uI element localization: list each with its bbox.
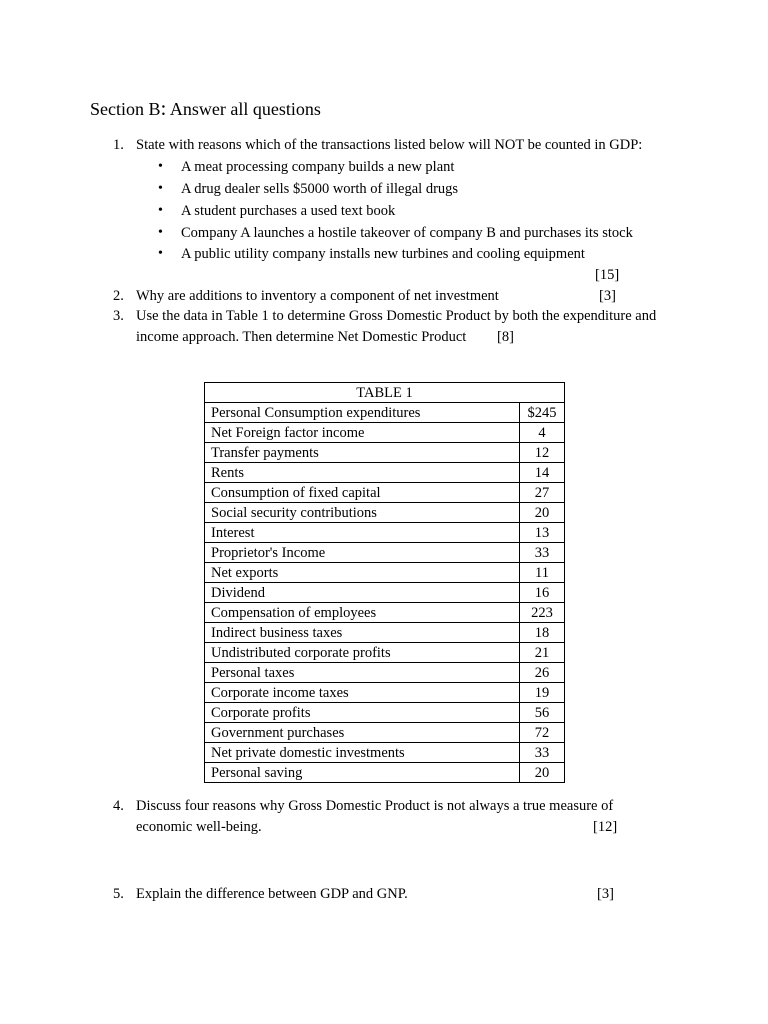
table-cell-value: 33 [520, 543, 565, 563]
table-row [205, 503, 565, 523]
table-cell-value: 20 [520, 503, 565, 523]
section-heading [90, 97, 321, 120]
table-row [205, 463, 565, 483]
section-colon: : [160, 96, 167, 120]
table-cell-value: 20 [520, 763, 565, 783]
q1-marks: [15] [595, 267, 620, 283]
table-row [205, 683, 565, 703]
q5-number: 5. [113, 886, 124, 902]
bullet-icon: • [158, 181, 163, 196]
table-cell-value: 26 [520, 663, 565, 683]
table-cell-label: Personal saving [205, 763, 520, 783]
table-cell-label: Government purchases [205, 723, 520, 743]
q3-number: 3. [113, 308, 124, 324]
table-cell-value: 13 [520, 523, 565, 543]
table-cell-value: $245 [520, 403, 565, 423]
table-cell-value: 18 [520, 623, 565, 643]
table-cell-value: 56 [520, 703, 565, 723]
table-1-title: TABLE 1 [205, 383, 565, 403]
table-cell-label: Personal taxes [205, 663, 520, 683]
table-row [205, 423, 565, 443]
bullet-icon: • [158, 225, 163, 240]
q1-bullet-5: A public utility company installs new turbines and cooling equipment [181, 246, 585, 262]
table-cell-label: Corporate profits [205, 703, 520, 723]
table-cell-value: 16 [520, 583, 565, 603]
q3-line-1: Use the data in Table 1 to determine Gross Domestic Product by both the expenditure and [136, 308, 657, 324]
table-cell-value: 12 [520, 443, 565, 463]
table-cell-label: Dividend [205, 583, 520, 603]
table-cell-label: Undistributed corporate profits [205, 643, 520, 663]
q1-bullet-3: A student purchases a used text book [181, 203, 396, 219]
q4-line-1: Discuss four reasons why Gross Domestic Product is not always a true measure of [136, 798, 614, 814]
q1-bullet-1: A meat processing company builds a new plant [181, 159, 455, 175]
table-cell-label: Social security contributions [205, 503, 520, 523]
q2-marks: [3] [599, 288, 616, 304]
table-cell-label: Transfer payments [205, 443, 520, 463]
section-title-text: Answer all questions [166, 99, 321, 119]
q1-bullet-2: A drug dealer sells $5000 worth of illegal drugs [181, 181, 459, 197]
bullet-icon: • [158, 159, 163, 174]
table-row [205, 703, 565, 723]
table-cell-label: Proprietor's Income [205, 543, 520, 563]
section-label: Section B [90, 99, 161, 119]
table-row [205, 763, 565, 783]
q1-number: 1. [113, 137, 124, 153]
table-cell-label: Net Foreign factor income [205, 423, 520, 443]
table-row [205, 663, 565, 683]
q2-text: Why are additions to inventory a component of net investment [136, 288, 499, 304]
table-row [205, 543, 565, 563]
table-cell-value: 72 [520, 723, 565, 743]
q1-text: State with reasons which of the transactions listed below will NOT be counted in GDP: [136, 137, 643, 153]
table-row [205, 743, 565, 763]
table-cell-label: Net private domestic investments [205, 743, 520, 763]
table-cell-label: Rents [205, 463, 520, 483]
table-row [205, 403, 565, 423]
bullet-icon: • [158, 203, 163, 218]
table-cell-value: 4 [520, 423, 565, 443]
table-cell-label: Compensation of employees [205, 603, 520, 623]
table-row [205, 623, 565, 643]
q5-text: Explain the difference between GDP and GNP. [136, 886, 408, 902]
table-row [205, 443, 565, 463]
table-cell-value: 19 [520, 683, 565, 703]
bullet-icon: • [158, 246, 163, 261]
q3-line-2: income approach. Then determine Net Domestic Product [136, 329, 467, 345]
table-cell-value: 11 [520, 563, 565, 583]
q4-line-2: economic well-being. [136, 819, 262, 835]
q3-marks: [8] [497, 329, 514, 345]
table-cell-value: 14 [520, 463, 565, 483]
q5-marks: [3] [597, 886, 614, 902]
table-row [205, 563, 565, 583]
table-row [205, 603, 565, 623]
table-row [205, 483, 565, 503]
table-cell-label: Personal Consumption expenditures [205, 403, 520, 423]
table-1 [204, 382, 565, 783]
table-1-body [205, 403, 565, 783]
table-cell-label: Indirect business taxes [205, 623, 520, 643]
table-row [205, 583, 565, 603]
table-cell-label: Net exports [205, 563, 520, 583]
q4-number: 4. [113, 798, 124, 814]
table-cell-label: Corporate income taxes [205, 683, 520, 703]
table-row [205, 643, 565, 663]
table-cell-value: 27 [520, 483, 565, 503]
q1-bullet-4: Company A launches a hostile takeover of company B and purchases its stock [181, 225, 633, 241]
table-cell-label: Consumption of fixed capital [205, 483, 520, 503]
table-cell-value: 21 [520, 643, 565, 663]
table-row [205, 523, 565, 543]
q2-number: 2. [113, 288, 124, 304]
table-cell-value: 33 [520, 743, 565, 763]
table-cell-label: Interest [205, 523, 520, 543]
q4-marks: [12] [593, 819, 618, 835]
table-cell-value: 223 [520, 603, 565, 623]
table-row [205, 723, 565, 743]
